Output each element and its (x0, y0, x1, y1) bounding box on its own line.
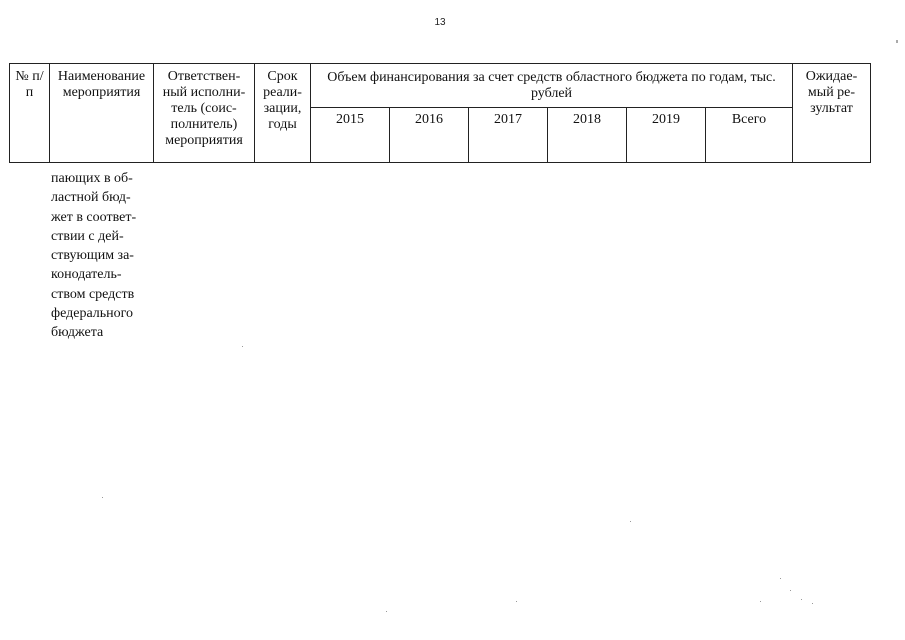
text-line: ствии с дей- (51, 228, 124, 244)
text-line: ствующим за- (51, 248, 134, 264)
scan-speck (386, 611, 387, 612)
header-total: Всего (706, 108, 793, 163)
funding-table-header (9, 63, 871, 163)
header-term: Срок реали-зации, годы (255, 64, 311, 163)
text-line: ластной бюд- (51, 190, 131, 206)
scan-speck (790, 590, 791, 591)
header-expected-result: Ожидае-мый ре-зультат (793, 64, 871, 163)
text-line: федерального (51, 306, 134, 322)
header-year-2017: 2017 (469, 108, 548, 163)
text-line: конодатель- (51, 267, 122, 283)
page-number: 13 (434, 17, 446, 28)
header-year-2018: 2018 (548, 108, 627, 163)
scan-speck (760, 601, 761, 602)
scan-speck (102, 497, 103, 498)
header-year-2019: 2019 (627, 108, 706, 163)
text-line: ством средств (51, 286, 135, 302)
scan-speck (812, 603, 813, 604)
scan-speck (242, 346, 243, 347)
scan-mark (896, 40, 898, 43)
scan-speck (801, 599, 802, 600)
scan-speck (630, 521, 631, 522)
header-funding: Объем финансирования за счет средств областного бюджета по годам, тыс. рублей (311, 64, 793, 108)
header-year-2015: 2015 (311, 108, 390, 163)
scan-speck (780, 578, 781, 579)
text-line: пающих в об- (51, 171, 133, 186)
text-line: жет в соответ- (51, 209, 137, 225)
header-responsible: Ответствен-ный исполни-тель (соис-полнитель) мероприятия (154, 64, 255, 163)
header-activity-name: Наименование мероприятия (50, 64, 154, 163)
continued-activity-text (51, 169, 151, 343)
header-year-2016: 2016 (390, 108, 469, 163)
text-line: бюджета (51, 325, 104, 341)
scan-speck (516, 601, 517, 602)
header-number: № п/п (10, 64, 50, 163)
